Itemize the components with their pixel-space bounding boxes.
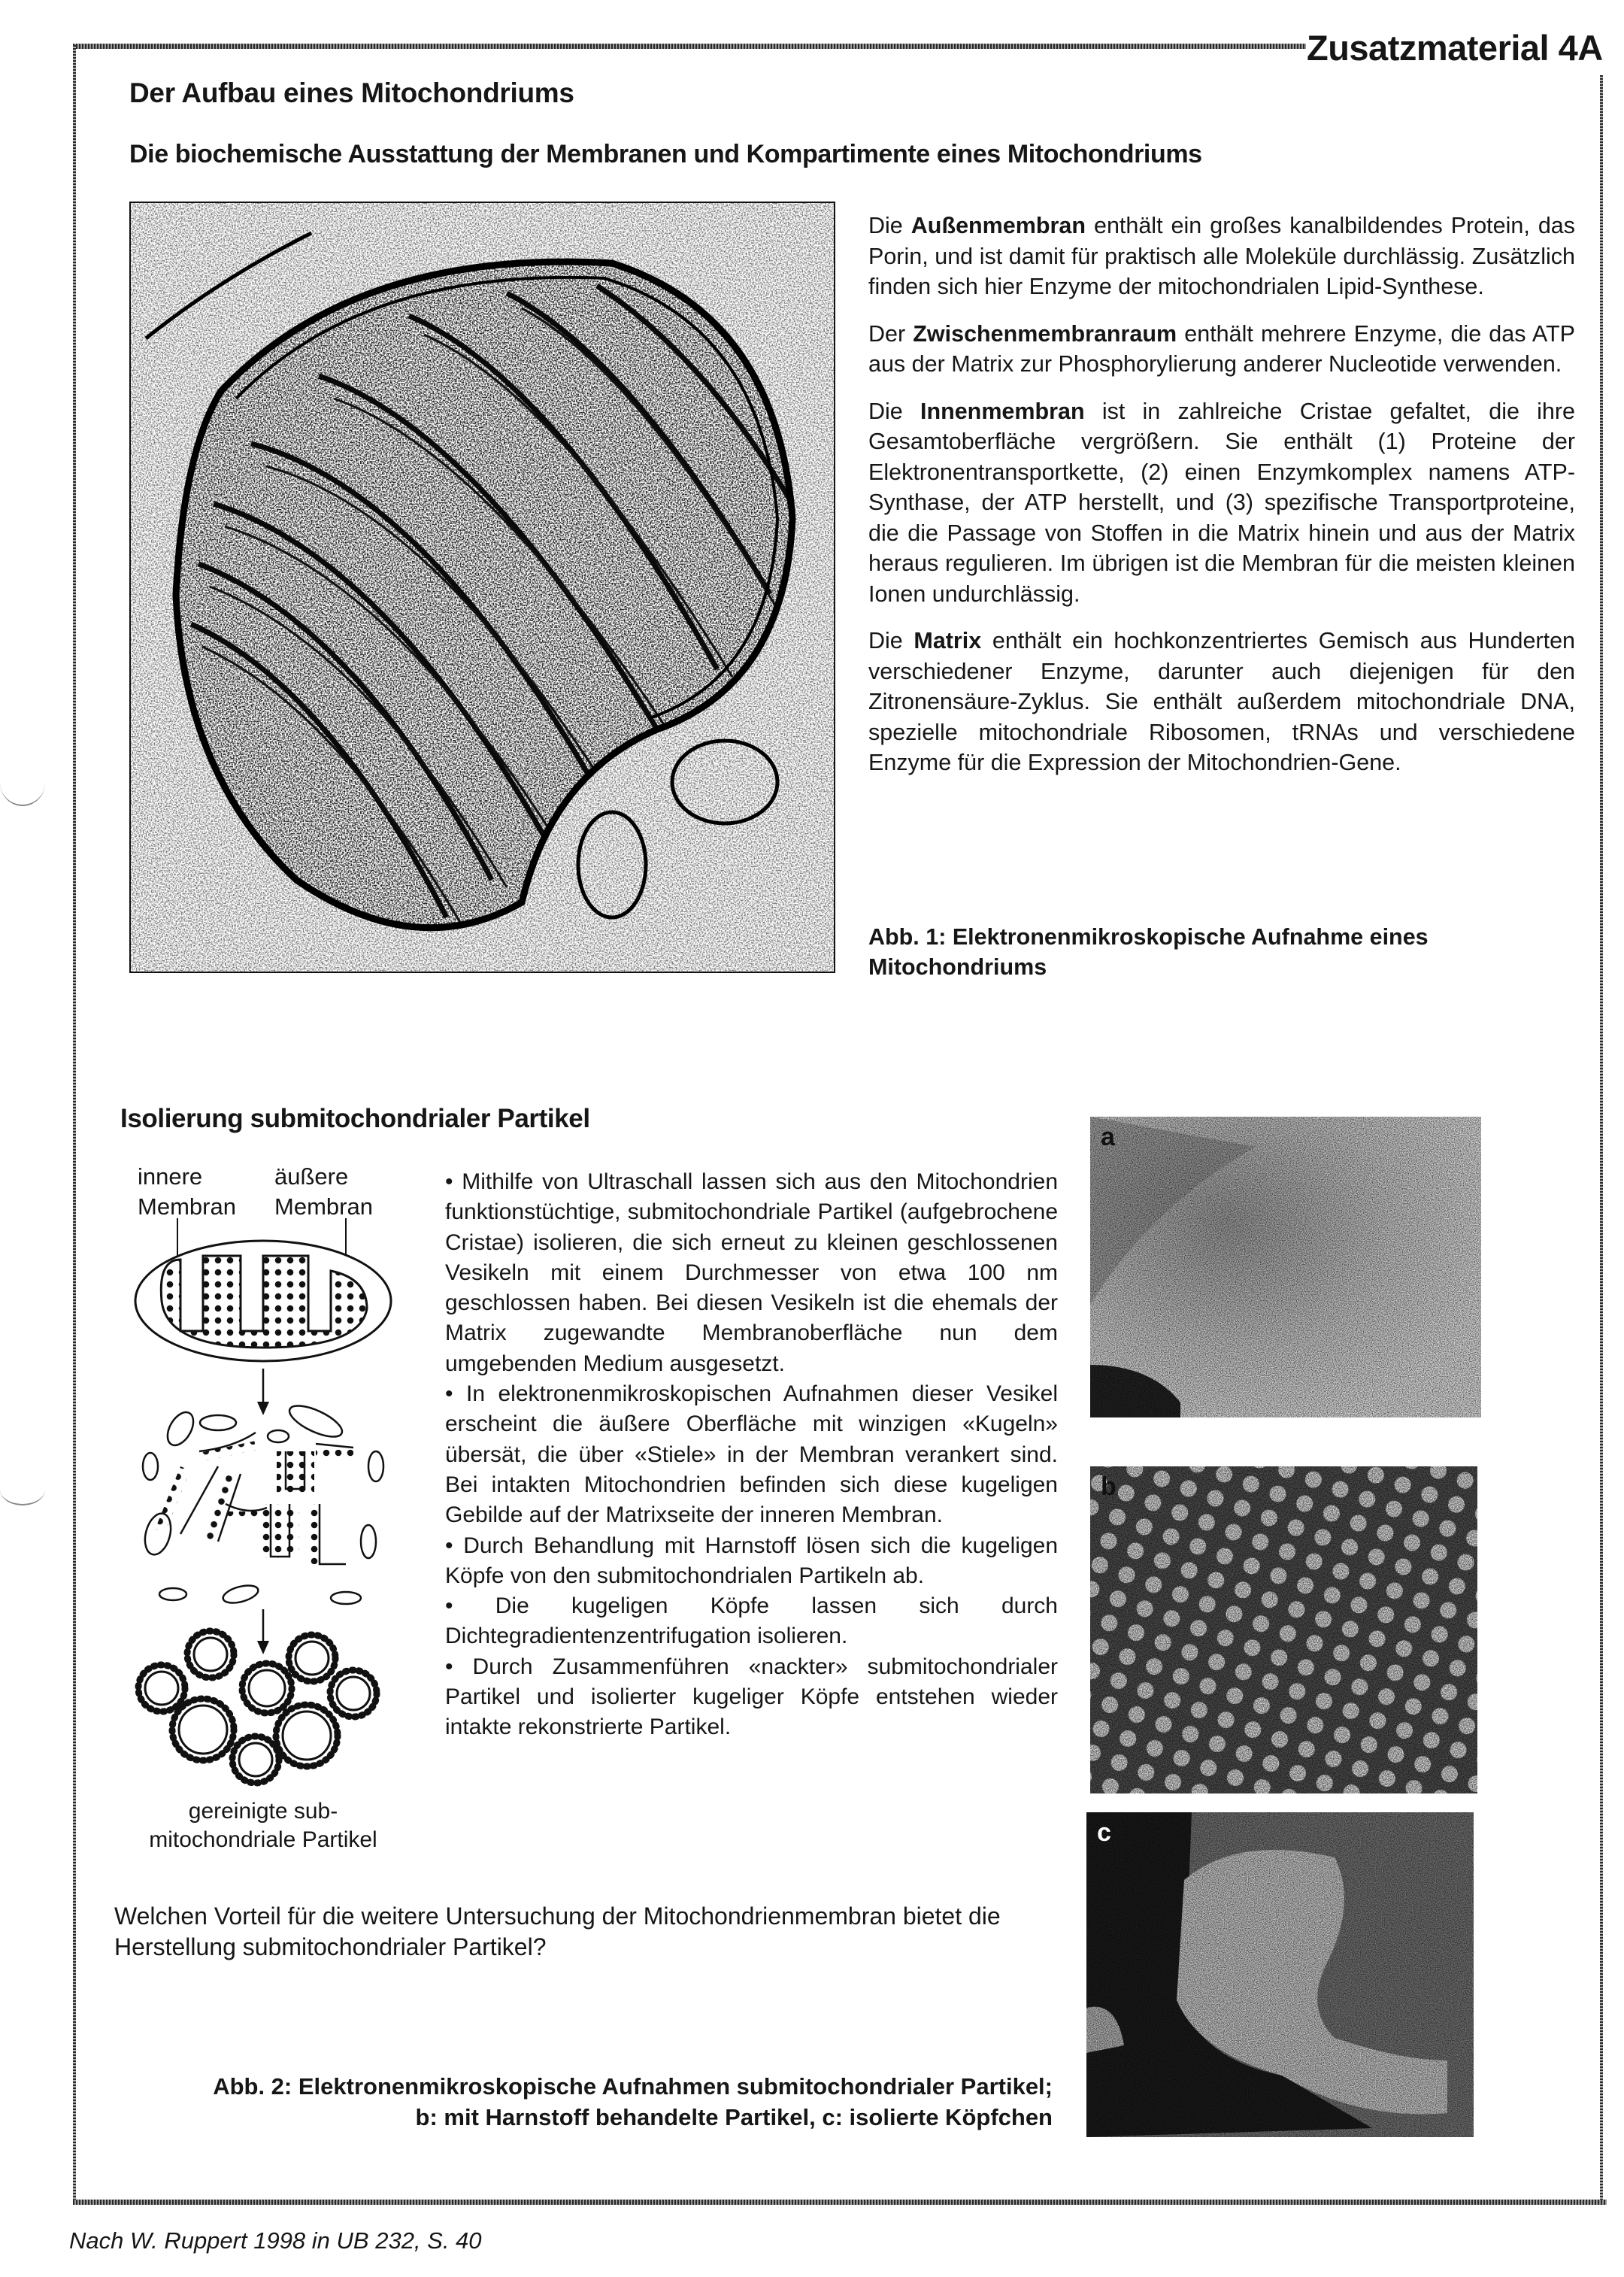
source-citation: Nach W. Ruppert 1998 in UB 232, S. 40 xyxy=(69,2227,482,2254)
material-tag: Zusatzmaterial 4A xyxy=(1307,28,1603,68)
step-item: • Durch Zusammenführen «nackter» submitochondrialer Partikel und isolierter kugeliger Köpfe entstehen wieder intakte rekonstrierte Partikel. xyxy=(445,1654,1058,1740)
bottom-frame-rule xyxy=(73,2200,1607,2205)
top-frame-rule xyxy=(73,44,1306,49)
page-title: Der Aufbau eines Mitochondriums xyxy=(129,77,574,108)
step-item: • Mithilfe von Ultraschall lassen sich aus den Mitochondrien funktionstüchtige, submitochondriale Partikel (aufgebrochene Cristae) isolieren, die sich erneut zu kleinen geschlossenen Vesikeln mit einem Durchmesser von etwa 100 nm geschlossen haben. Bei diesen Vesikeln ist die ehemals der Matrix zugewandte Membranoberfläche nun dem umgebenden Medium ausgesetzt. xyxy=(445,1169,1058,1376)
isolation-process-diagram xyxy=(128,1218,398,1805)
left-frame-rule xyxy=(73,45,76,2203)
right-frame-rule xyxy=(1600,75,1603,2203)
step-item: • Die kugeligen Köpfe lassen sich durch Dichtegradientenzentrifugation isolieren. xyxy=(445,1593,1058,1649)
isolation-steps xyxy=(445,1167,1058,1743)
membrane-description xyxy=(868,211,1575,795)
mitochondrion-micrograph-icon xyxy=(129,202,835,973)
label-outer-membrane: äußere Membran xyxy=(274,1163,373,1220)
scan-artifact xyxy=(0,1474,45,1505)
paragraph-outer-membrane: Die Außenmembran enthält ein großes kanalbildendes Protein, das Porin, und ist damit für praktisch alle Moleküle durchlässig. Zusätzlich finden sich hier Enzyme der mitochondrialen Lipid-Synthese. xyxy=(868,213,1575,299)
scan-artifact xyxy=(0,760,45,806)
panel-c-micrograph-icon xyxy=(1086,1812,1474,2137)
paragraph-intermembrane-space: Der Zwischenmembranraum enthält mehrere Enzyme, die das ATP aus der Matrix zur Phosphorylierung anderer Nucleotide verwenden. xyxy=(868,320,1575,377)
question-text: Welchen Vorteil für die weitere Untersuchung der Mitochondrienmembran bietet die Herstellung submitochondrialer Partikel? xyxy=(114,1903,1001,1960)
page-subtitle: Die biochemische Ausstattung der Membranen und Kompartimente eines Mitochondriums xyxy=(129,140,1202,168)
paragraph-matrix: Die Matrix enthält ein hochkonzentriertes Gemisch aus Hunderten verschiedener Enzyme, darunter auch diejenigen für den Zitronensäure-Zyklus. Sie enthält außerdem mitochondriale DNA, spezielle mitochondriale Ribosomen, tRNAs und verschiedene Enzyme für die Expression der Mitochondrien-Gene. xyxy=(868,628,1575,775)
panel-a-micrograph-icon xyxy=(1090,1117,1481,1417)
figure-1-caption: Abb. 1: Elektronenmikroskopische Aufnahme eines Mitochondriums xyxy=(868,924,1429,980)
section-2-title: Isolierung submitochondrialer Partikel xyxy=(120,1104,590,1133)
panel-b-micrograph-icon xyxy=(1090,1466,1477,1793)
label-purified-particles: gereinigte sub- mitochondriale Partikel xyxy=(149,1799,377,1852)
figure-2-caption: Abb. 2: Elektronenmikroskopische Aufnahmen submitochondrialer Partikel; b: mit Harnstoff behandelte Partikel, c: isolierte Köpfchen xyxy=(213,2073,1053,2130)
panel-c-label: c xyxy=(1097,1818,1111,1847)
label-inner-membrane: innere Membran xyxy=(138,1163,236,1220)
step-item: • Durch Behandlung mit Harnstoff lösen sich die kugeligen Köpfe von den submitochondrialen Partikeln ab. xyxy=(445,1533,1058,1588)
step-item: • In elektronenmikroskopischen Aufnahmen dieser Vesikel erscheint die äußere Oberfläche mit winzigen «Kugeln» übersät, die über «Stiele» in der Membran verankert sind. Bei intakten Mitochondrien befinden sich diese kugeligen Gebilde auf der Matrixseite der inneren Membran. xyxy=(445,1381,1058,1528)
panel-b-label: b xyxy=(1101,1472,1116,1501)
paragraph-inner-membrane: Die Innenmembran ist in zahlreiche Cristae gefaltet, die ihre Gesamtoberfläche vergrößern. Sie enthält (1) Proteine der Elektronentransportkette, (2) einen Enzymkomplex namens ATP-Synthase, der ATP herstellt, und (3) spezifische Transportproteine, die die Passage von Stoffen in die Matrix hinein und aus der Matrix heraus regulieren. Im übrigen ist die Membran für die meisten kleinen Ionen undurchlässig. xyxy=(868,398,1575,607)
panel-a-label: a xyxy=(1101,1123,1115,1151)
